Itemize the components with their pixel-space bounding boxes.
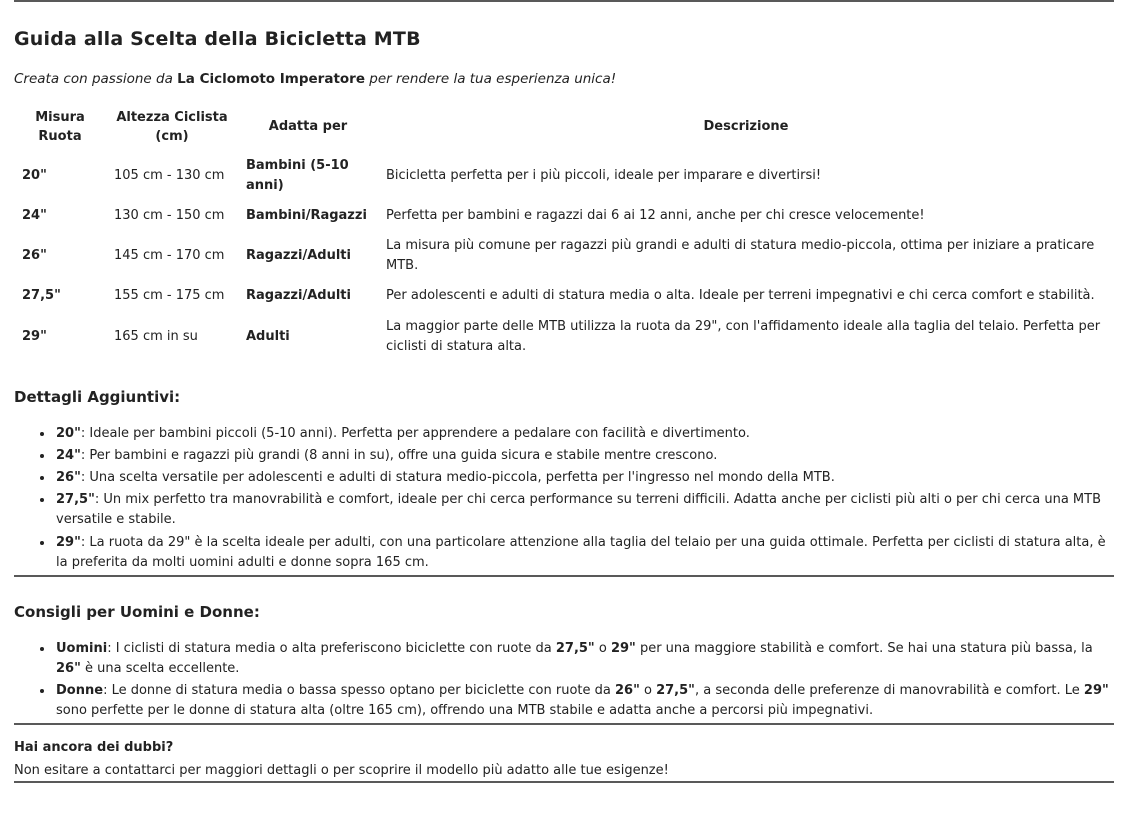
details-list: [14, 424, 1114, 573]
list-item: • Donne: Le donne di statura media o bassa spesso optano per biciclette con ruote da 26" o 27,5", a seconda delle preferenze di manovrabilità e comfort. Le 29" sono perfette per le donne di statura alta (oltre 165 cm), offrendo una MTB stabile e adatta anche a percorsi più impegnativi.: [54, 681, 1114, 721]
list-item: • 27,5": Un mix perfetto tra manovrabilità e comfort, ideale per chi cerca performance su terreni difficili. Adatta anche per ciclisti più alti o per chi cerca una MTB versatile e stabile.: [54, 490, 1114, 530]
page-title: Guida alla Scelta della Bicicletta MTB: [14, 28, 421, 50]
wheel-size-value: 29": [22, 328, 47, 344]
suitable-for-value: Ragazzi/Adulti: [246, 248, 351, 264]
description-value: Bicicletta perfetta per i più piccoli, ideale per imparare e divertirsi!: [386, 167, 822, 183]
list-item: • 29": La ruota da 29" è la scelta ideale per adulti, con una particolare attenzione alla taglia del telaio per una guida ottimale. Perfetta per ciclisti di statura alta, è la preferita da molti uomini adulti e donne sopra 165 cm.: [54, 533, 1114, 573]
wheel-size-value: 24": [22, 207, 47, 223]
table-row: [14, 312, 1114, 362]
table-row: [14, 231, 1114, 281]
suitable-for-value: Adulti: [246, 328, 290, 344]
wheel-size-value: 27,5": [22, 288, 61, 304]
description-value: La misura più comune per ragazzi più grandi e adulti di statura medio-piccola, ottima per iniziare a praticare MTB.: [386, 238, 1095, 274]
rider-height-value: 165 cm in su: [114, 328, 198, 344]
rider-height-value: 155 cm - 175 cm: [114, 288, 225, 304]
wheel-size-value: 20": [22, 167, 47, 183]
footer-message: Non esitare a contattarci per maggiori dettagli o per scoprire il modello più adatto alle tue esigenze!: [14, 762, 669, 778]
table-header-row: [14, 105, 1114, 151]
details-heading: Dettagli Aggiuntivi:: [14, 387, 181, 406]
table-row: [14, 201, 1114, 231]
suitable-for-value: Bambini/Ragazzi: [246, 207, 367, 223]
rider-height-value: 145 cm - 170 cm: [114, 248, 225, 264]
wheel-size-value: 26": [22, 248, 47, 264]
list-item: • 24": Per bambini e ragazzi più grandi (8 anni in su), offre una guida sicura e stabile mentre crescono.: [54, 446, 1114, 466]
footer-question: Hai ancora dei dubbi?: [14, 740, 174, 756]
footer-divider: [14, 723, 1114, 725]
footer: [14, 738, 1114, 780]
advice-list: [14, 639, 1114, 722]
column-header-descrizione: Descrizione: [703, 119, 789, 135]
table-row: [14, 281, 1114, 311]
suitable-for-value: Ragazzi/Adulti: [246, 288, 351, 304]
suitable-for-value: Bambini (5-10 anni): [246, 157, 349, 193]
page-subtitle: Creata con passione da La Ciclomoto Imperatore per rendere la tua esperienza unica!: [14, 71, 617, 87]
column-header-misura-ruota: Misura Ruota: [35, 110, 85, 144]
table-row: [14, 151, 1114, 201]
description-value: Per adolescenti e adulti di statura media o alta. Ideale per terreni impegnativi e chi cerca comfort e stabilità.: [386, 288, 1095, 304]
rider-height-value: 130 cm - 150 cm: [114, 207, 225, 223]
column-header-altezza-ciclista: Altezza Ciclista (cm): [116, 110, 228, 144]
list-item: • 20": Ideale per bambini piccoli (5-10 anni). Perfetta per apprendere a pedalare con facilità e divertimento.: [54, 424, 1114, 444]
advice-heading: Consigli per Uomini e Donne:: [14, 602, 260, 621]
section-divider: [14, 575, 1114, 577]
top-divider: [14, 0, 1114, 2]
bottom-divider: [14, 781, 1114, 783]
description-value: La maggior parte delle MTB utilizza la ruota da 29", con l'affidamento ideale alla taglia del telaio. Perfetta per ciclisti di statura alta.: [386, 318, 1101, 354]
wheel-size-table: [14, 105, 1114, 362]
rider-height-value: 105 cm - 130 cm: [114, 167, 225, 183]
column-header-adatta-per: Adatta per: [268, 119, 348, 135]
list-item: • 26": Una scelta versatile per adolescenti e adulti di statura medio-piccola, perfetta per l'ingresso nel mondo della MTB.: [54, 468, 1114, 488]
description-value: Perfetta per bambini e ragazzi dai 6 ai 12 anni, anche per chi cresce velocemente!: [386, 207, 925, 223]
list-item: • Uomini: I ciclisti di statura media o alta preferiscono biciclette con ruote da 27,5" o 29" per una maggiore stabilità e comfort. Se hai una statura più bassa, la 26" è una scelta eccellente.: [54, 639, 1114, 679]
